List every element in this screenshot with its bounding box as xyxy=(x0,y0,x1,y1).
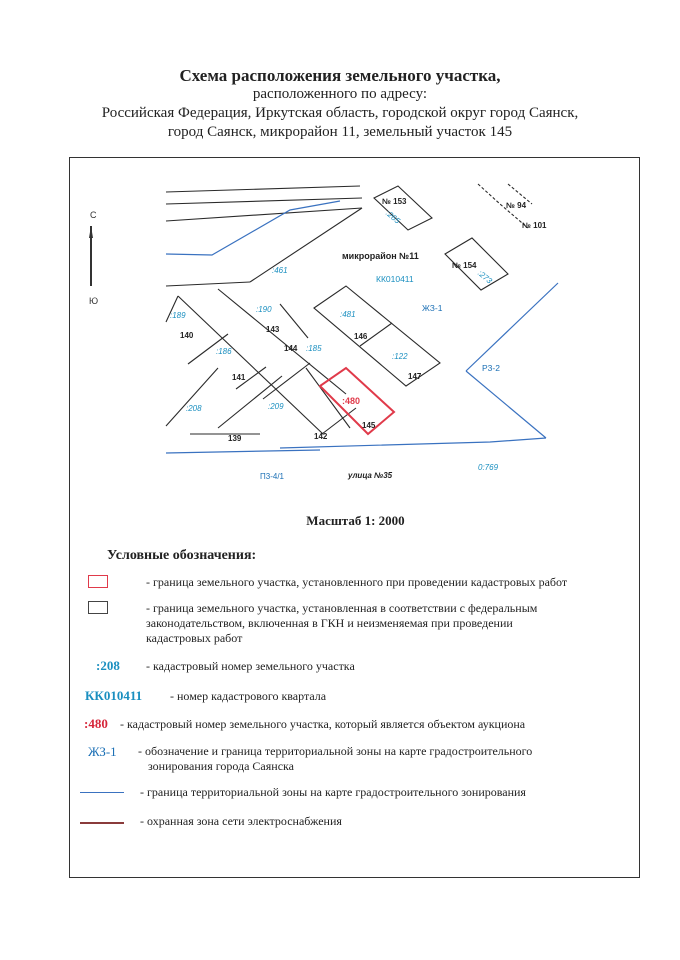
legend-power-line-swatch xyxy=(80,822,124,824)
big-parcel-south-edge xyxy=(166,282,250,286)
zone-label-industrial: П3-4/1 xyxy=(260,472,284,481)
address-line-1: Российская Федерация, Иркутская область, городской округ город Саянск, xyxy=(101,105,579,121)
legend-code-text: - кадастровый номер земельного участка xyxy=(146,659,355,673)
plot-154-code: :273 xyxy=(476,268,494,286)
grid-line-c xyxy=(280,304,308,338)
zone-boundary-east-lower xyxy=(466,371,546,438)
legend-red-boundary-swatch xyxy=(88,575,108,588)
legend-gray-boundary-swatch xyxy=(88,601,108,614)
legend-power-line-text: - охранная зона сети электроснабжения xyxy=(140,814,342,828)
plot-145-code: :480 xyxy=(342,396,361,406)
address-intro: расположенного по адресу: xyxy=(252,86,428,102)
zone-boundary-north xyxy=(166,201,340,255)
legend-zone-line-swatch xyxy=(80,792,124,793)
legend-quarter-text: - номер кадастрового квартала xyxy=(170,689,327,703)
legend-code-sample: :208 xyxy=(96,658,120,673)
plot-143-number: 143 xyxy=(266,325,280,334)
legend-zone-text-2: зонирования города Саянска xyxy=(148,759,294,773)
plots-146-147-boundary xyxy=(314,286,440,386)
plot-147-number: 147 xyxy=(408,372,422,381)
plot-141-number: 141 xyxy=(232,373,246,382)
grid-line-a xyxy=(178,296,323,434)
top-parcel-edge xyxy=(166,186,360,192)
zone-label-recreation: Р3-2 xyxy=(482,363,500,373)
grid-line-d xyxy=(166,368,218,426)
map-labels xyxy=(170,197,547,481)
plot-141-code: :186 xyxy=(216,347,232,356)
legend-gray-boundary-text-1: - граница земельного участка, установленная в соответствии с федеральным xyxy=(146,601,538,615)
scheme-frame xyxy=(69,157,640,878)
legend-zone-sample: ЖЗ-1 xyxy=(88,744,117,759)
district-label: микрорайон №11 xyxy=(342,251,419,261)
compass-south-label: Ю xyxy=(89,296,99,306)
grid-line-j xyxy=(322,408,356,434)
legend-zone-line-text: - граница территориальной зоны на карте градостроительного зонирования xyxy=(140,785,526,799)
plot-143-code: :190 xyxy=(256,305,272,314)
plot-146-number: 146 xyxy=(354,332,368,341)
street-line xyxy=(166,450,320,453)
legend-zone-text-1: - обозначение и граница территориальной зоны на карте градостроительного xyxy=(138,744,533,758)
plot-154-number: № 154 xyxy=(452,261,477,270)
legend-auction-sample: :480 xyxy=(84,716,108,731)
big-parcel-code: :461 xyxy=(272,266,288,275)
legend-title: Условные обозначения: xyxy=(107,548,257,563)
document-title: Схема расположения земельного участка, xyxy=(179,66,501,85)
grid-line-h xyxy=(263,363,310,399)
plot-142-code: :209 xyxy=(268,402,284,411)
street-label: улица №35 xyxy=(348,471,393,480)
plot-144-number: 144 xyxy=(284,344,298,353)
legend-gray-boundary-text-3: кадастровых работ xyxy=(146,631,243,645)
zone-boundary-east-upper xyxy=(466,283,558,371)
plot-139-code: :208 xyxy=(186,404,202,413)
plot-139-number: 139 xyxy=(228,434,242,443)
plot-140-code: :189 xyxy=(170,311,186,320)
cadastral-map xyxy=(70,158,638,488)
compass-north-label: С xyxy=(90,210,97,220)
zone-label-residential: ЖЗ-1 xyxy=(422,303,443,313)
compass xyxy=(89,210,98,306)
plot-94-number: № 94 xyxy=(506,201,527,210)
plot-101-number: № 101 xyxy=(522,221,547,230)
plot-145-number: 145 xyxy=(362,421,376,430)
document-header xyxy=(0,66,680,142)
map-scale: Масштаб 1: 2000 xyxy=(306,513,405,528)
address-line-2: город Саянск, микрорайон 11, земельный участок 145 xyxy=(167,124,513,140)
plot-153-number: № 153 xyxy=(382,197,407,206)
big-parcel-north-edge xyxy=(166,208,362,221)
plot-144-code: :185 xyxy=(306,344,322,353)
zone-boundaries xyxy=(166,201,558,453)
quarter-label: КК010411 xyxy=(376,274,414,284)
top-parcel-edge-2 xyxy=(166,198,362,204)
legend-gray-boundary-text-2: законодательством, включенная в ГКН и неизменяемая при проведении xyxy=(146,616,513,630)
plot-142-number: 142 xyxy=(314,432,328,441)
plot-153-boundary xyxy=(374,186,432,230)
plot-147-code: :122 xyxy=(392,352,408,361)
big-parcel-east-edge xyxy=(250,208,362,282)
plot-146-code: :481 xyxy=(340,310,356,319)
legend-red-boundary-text: - граница земельного участка, установленного при проведении кадастровых работ xyxy=(146,575,568,589)
plot-153-code: :265 xyxy=(384,208,402,226)
legend-auction-text: - кадастровый номер земельного участка, который является объектом аукциона xyxy=(120,717,526,731)
legend-quarter-sample: КК010411 xyxy=(85,688,143,703)
street-cadastral-code: 0:769 xyxy=(478,463,499,472)
plot-140-number: 140 xyxy=(180,331,194,340)
